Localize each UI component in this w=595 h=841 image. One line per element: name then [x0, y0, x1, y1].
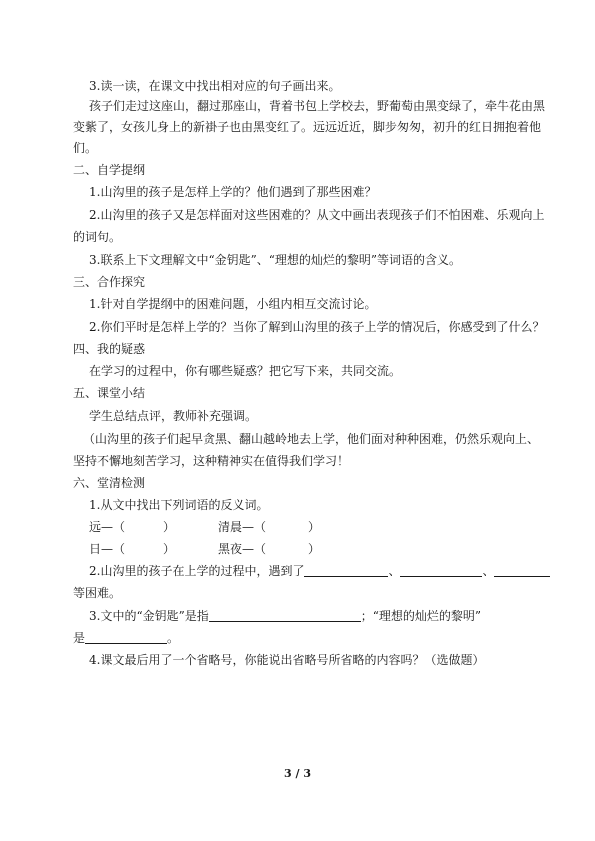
discussion-item: 1.针对自学提纲中的困难问题，小组内相互交流讨论。: [89, 297, 377, 311]
section-heading: 二、自学提纲: [73, 163, 146, 177]
antonym-item: 黑夜—（ ）: [218, 542, 321, 556]
summary-text: （山沟里的孩子们起早贪黑、翻山越岭地去上学，他们面对种种困难，仍然乐观向上、: [83, 432, 540, 446]
passage-line: 变紫了，女孩儿身上的新褂子也由黑变红了。远远近近，脚步匆匆，初升的红日拥抱着他: [73, 120, 542, 134]
optional-question: 4.课文最后用了一个省略号，你能说出省略号所省略的内容吗？（选做题）: [89, 653, 485, 667]
section-heading: 六、堂清检测: [73, 476, 146, 490]
answer-blank[interactable]: [494, 564, 550, 577]
antonym-item: 日—（ ）: [89, 542, 176, 556]
summary-text: 学生总结点评，教师补充强调。: [89, 409, 258, 423]
summary-text: 坚持不懈地刻苦学习，这种精神实在值得我们学习！: [73, 454, 350, 468]
exercise-question: 1.从文中找出下列词语的反义词。: [89, 498, 269, 512]
reading-task: 3.读一读，在课文中找出相对应的句子画出来。: [89, 79, 341, 93]
passage-line: 们。: [73, 141, 98, 155]
outline-item: 2.山沟里的孩子又是怎样面对这些困难的？从文中画出表现孩子们不怕困难、乐观向上: [89, 208, 545, 222]
section-heading: 三、合作探究: [73, 275, 146, 289]
section-heading: 四、我的疑惑: [73, 342, 146, 356]
outline-item: 1.山沟里的孩子是怎样上学的？他们遇到了那些困难？: [89, 185, 377, 199]
page-number: 3 / 3: [284, 767, 311, 780]
discussion-item: 2.你们平时是怎样上学的？当你了解到山沟里的孩子上学的情况后，你感受到了什么？: [89, 320, 545, 334]
section-heading: 五、课堂小结: [73, 386, 146, 400]
answer-blank[interactable]: [400, 564, 482, 577]
answer-blank[interactable]: [85, 631, 167, 644]
fill-in-question: 2.山沟里的孩子在上学的过程中，遇到了 、 、: [89, 564, 550, 578]
outline-item: 的词句。: [73, 230, 122, 244]
outline-item: 3.联系上下文理解文中“金钥匙”、“理想的灿烂的黎明”等词语的含义。: [89, 253, 461, 267]
question-text: 在学习的过程中，你有哪些疑惑？把它写下来，共同交流。: [89, 364, 402, 378]
antonym-item: 远—（ ）: [89, 520, 176, 534]
answer-blank[interactable]: [209, 609, 361, 622]
fill-in-question: 等困难。: [73, 586, 122, 600]
fill-in-question: 3.文中的“金钥匙”是指 ；“理想的灿烂的黎明”: [89, 609, 482, 623]
antonym-item: 清晨—（ ）: [218, 520, 321, 534]
answer-blank[interactable]: [304, 564, 388, 577]
passage-line: 孩子们走过这座山，翻过那座山，背着书包上学校去，野葡萄由黑变绿了，牵牛花由黑: [89, 99, 546, 113]
fill-in-question: 是 。: [73, 631, 180, 645]
